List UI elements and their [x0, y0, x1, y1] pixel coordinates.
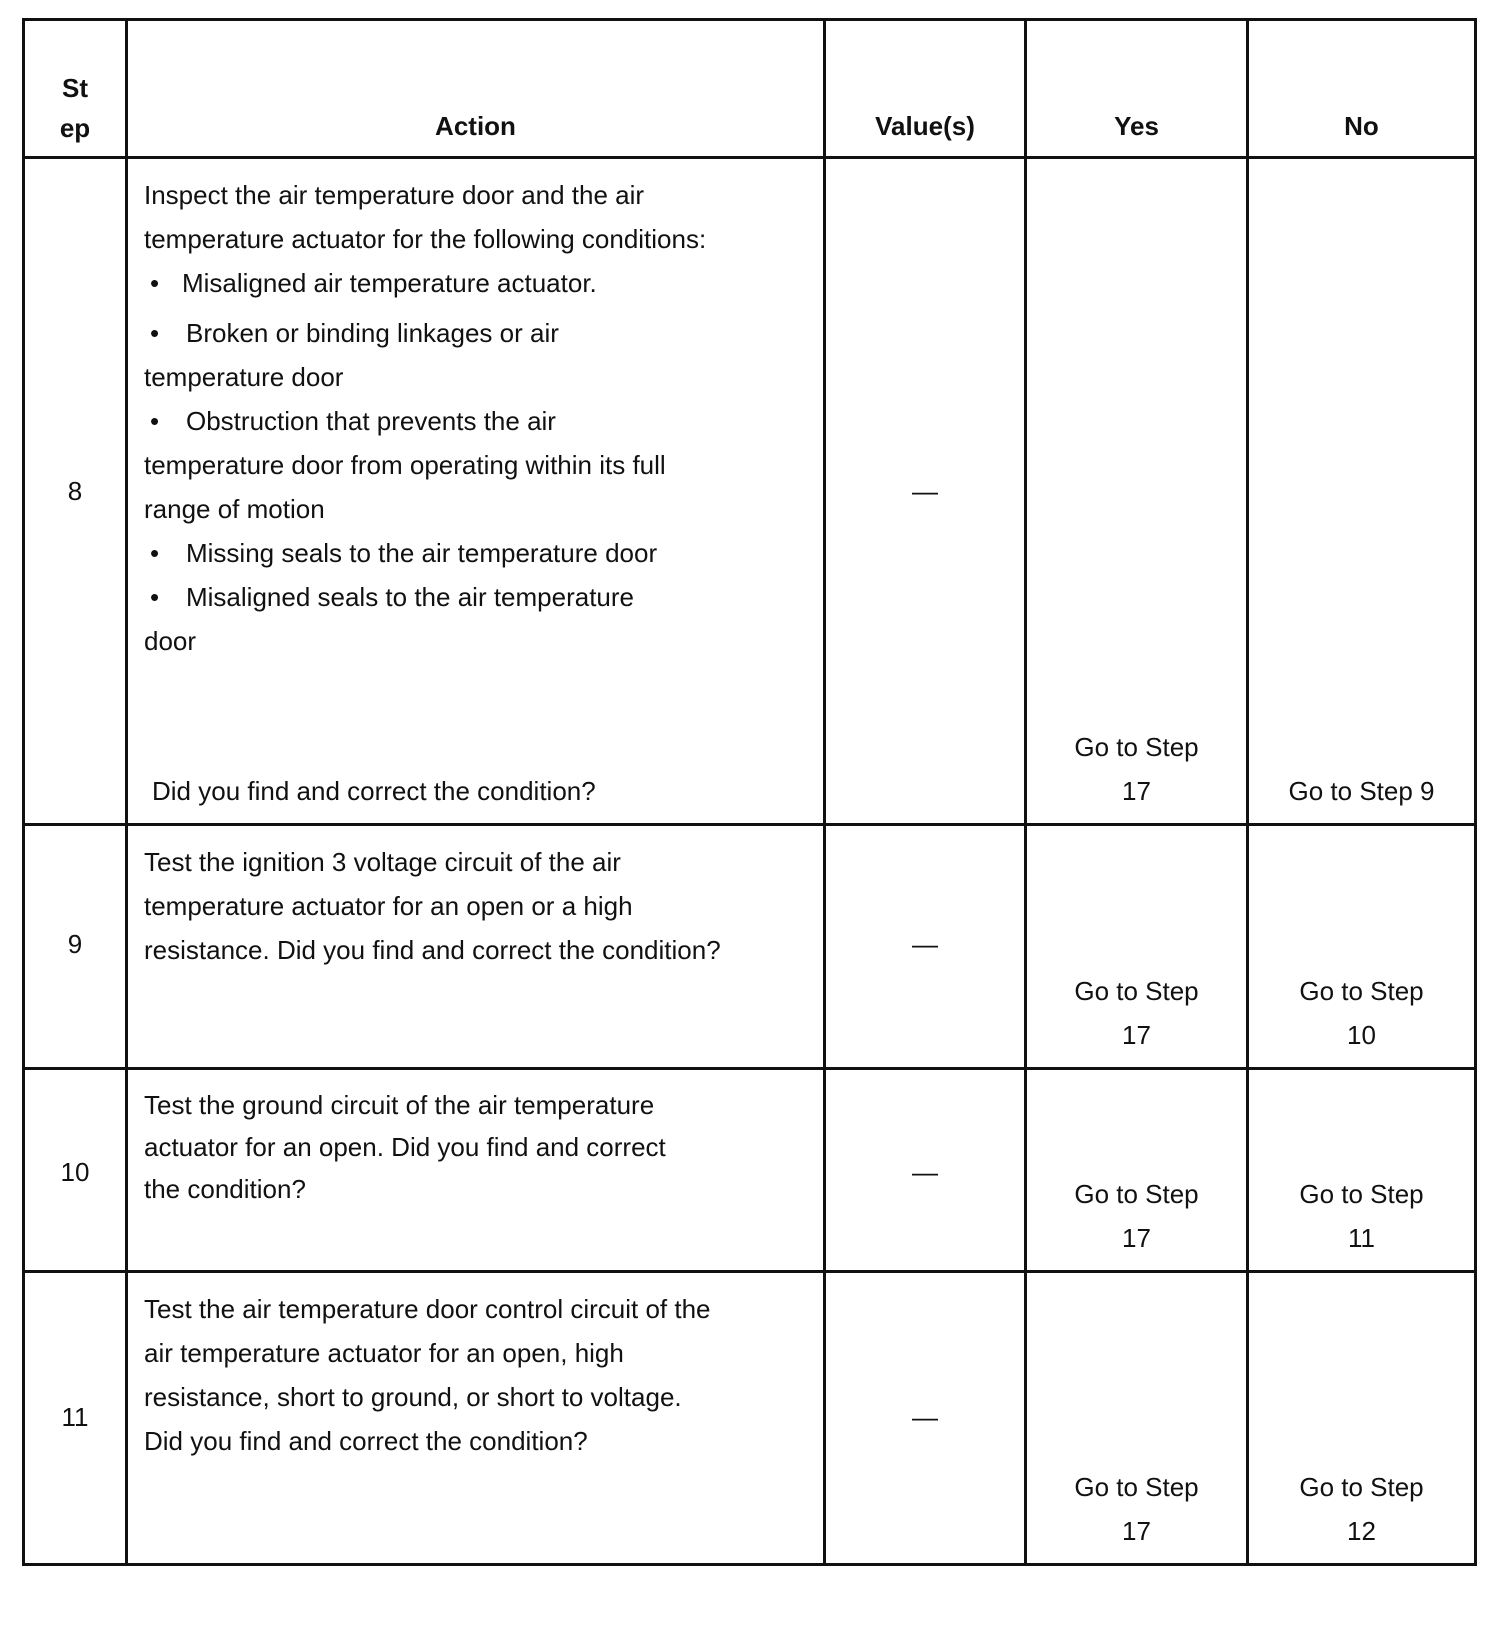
- action-text: [144, 1287, 811, 1463]
- table-row-step-10: [25, 1070, 1474, 1273]
- value-dash: —: [912, 476, 938, 506]
- bullet-icon: •: [150, 406, 160, 436]
- step-cell: [25, 159, 128, 823]
- step-number: 9: [67, 929, 83, 959]
- bullet-text: Missing seals to the air temperature door: [186, 538, 658, 568]
- step-number: 11: [61, 1402, 89, 1432]
- step-cell: [25, 826, 128, 1067]
- no-goto: [1249, 1172, 1474, 1260]
- no-cell: [1249, 159, 1474, 823]
- no-cell: [1249, 1273, 1474, 1563]
- header-values-label: Value(s): [875, 111, 975, 141]
- yes-goto: [1027, 725, 1246, 813]
- action-line: Test the ground circuit of the air temperature: [144, 1090, 655, 1120]
- bullet-item: [144, 575, 811, 619]
- yes-cell: [1027, 1273, 1249, 1563]
- yes-goto-line2: 17: [1122, 776, 1151, 806]
- yes-goto: [1027, 969, 1246, 1057]
- bullet-item: [144, 261, 811, 305]
- value-cell: [826, 159, 1027, 823]
- yes-cell: [1027, 826, 1249, 1067]
- bullet-text: Broken or binding linkages or air: [186, 318, 559, 348]
- action-text: [144, 840, 811, 972]
- header-yes: [1027, 21, 1249, 156]
- header-values: [826, 21, 1027, 156]
- yes-goto-line2: 17: [1122, 1020, 1151, 1050]
- table-row-step-9: [25, 826, 1474, 1070]
- bullet-item: [144, 531, 811, 575]
- yes-goto-line2: 17: [1122, 1223, 1151, 1253]
- header-no: [1249, 21, 1474, 156]
- yes-goto-line1: Go to Step: [1074, 732, 1199, 762]
- header-yes-label: Yes: [1114, 111, 1159, 141]
- value-dash: —: [912, 929, 938, 959]
- action-line: Test the ignition 3 voltage circuit of the air: [144, 847, 621, 877]
- no-goto-line1: Go to Step: [1299, 976, 1424, 1006]
- yes-goto: [1027, 1465, 1246, 1553]
- yes-goto-line1: Go to Step: [1074, 976, 1199, 1006]
- bullet-text: Misaligned seals to the air temperature: [186, 582, 635, 612]
- yes-goto-line1: Go to Step: [1074, 1179, 1199, 1209]
- no-goto: [1249, 1465, 1474, 1553]
- action-line: Did you find and correct the condition?: [144, 1426, 588, 1456]
- bullet-text: Misaligned air temperature actuator.: [182, 268, 597, 298]
- bullet-text-cont: temperature door from operating within its full: [144, 450, 666, 480]
- diagnostic-table: [22, 18, 1477, 1566]
- value-cell: [826, 1070, 1027, 1270]
- step-number: 10: [60, 1157, 90, 1187]
- bullet-item: [144, 311, 811, 355]
- action-line: actuator for an open. Did you find and correct: [144, 1132, 666, 1162]
- value-cell: [826, 1273, 1027, 1563]
- table-row-step-11: [25, 1273, 1474, 1563]
- no-goto: [1249, 769, 1474, 813]
- action-line: resistance. Did you find and correct the condition?: [144, 935, 721, 965]
- yes-cell: [1027, 159, 1249, 823]
- action-line: resistance, short to ground, or short to voltage.: [144, 1382, 682, 1412]
- no-goto-line1: Go to Step 9: [1288, 776, 1435, 806]
- bullet-icon: •: [150, 582, 160, 612]
- no-goto-line2: 12: [1347, 1516, 1376, 1546]
- no-goto-line2: 10: [1347, 1020, 1376, 1050]
- bullet-icon: •: [150, 268, 160, 298]
- bullet-item: [144, 399, 811, 443]
- header-action-label: Action: [435, 111, 516, 141]
- action-line: the condition?: [144, 1174, 306, 1204]
- yes-goto: [1027, 1172, 1246, 1260]
- action-cell: [128, 1070, 826, 1270]
- no-goto-line1: Go to Step: [1299, 1179, 1424, 1209]
- no-goto: [1249, 969, 1474, 1057]
- action-cell: [128, 159, 826, 823]
- yes-cell: [1027, 1070, 1249, 1270]
- no-goto-line1: Go to Step: [1299, 1472, 1424, 1502]
- action-question: Did you find and correct the condition?: [152, 776, 596, 806]
- header-step: [25, 21, 128, 156]
- bullet-text-cont: temperature door: [144, 362, 344, 392]
- action-line: Test the air temperature door control circuit of the: [144, 1294, 711, 1324]
- table-row-step-8: [25, 159, 1474, 826]
- step-cell: [25, 1273, 128, 1563]
- bullet-icon: •: [150, 318, 160, 348]
- header-action: [128, 21, 826, 156]
- action-line: temperature actuator for an open or a high: [144, 891, 633, 921]
- no-cell: [1249, 1070, 1474, 1270]
- bullet-icon: •: [150, 538, 160, 568]
- action-cell: [128, 826, 826, 1067]
- step-cell: [25, 1070, 128, 1270]
- value-cell: [826, 826, 1027, 1067]
- header-no-label: No: [1344, 111, 1379, 141]
- bullet-text-cont: door: [144, 626, 197, 656]
- action-line: Inspect the air temperature door and the air: [144, 180, 645, 210]
- action-text: [144, 1084, 811, 1210]
- yes-goto-line2: 17: [1122, 1516, 1151, 1546]
- action-line: air temperature actuator for an open, high: [144, 1338, 624, 1368]
- step-number: 8: [67, 476, 83, 506]
- action-text: [144, 173, 811, 663]
- header-step-line2: ep: [59, 113, 91, 143]
- yes-goto-line1: Go to Step: [1074, 1472, 1199, 1502]
- action-cell: [128, 1273, 826, 1563]
- value-dash: —: [912, 1157, 938, 1187]
- table-header-row: [25, 21, 1474, 159]
- action-line: temperature actuator for the following conditions:: [144, 224, 707, 254]
- no-cell: [1249, 826, 1474, 1067]
- no-goto-line2: 11: [1348, 1223, 1375, 1253]
- bullet-text-cont: range of motion: [144, 494, 325, 524]
- bullet-text: Obstruction that prevents the air: [186, 406, 556, 436]
- header-step-line1: St: [62, 73, 88, 103]
- value-dash: —: [912, 1402, 938, 1432]
